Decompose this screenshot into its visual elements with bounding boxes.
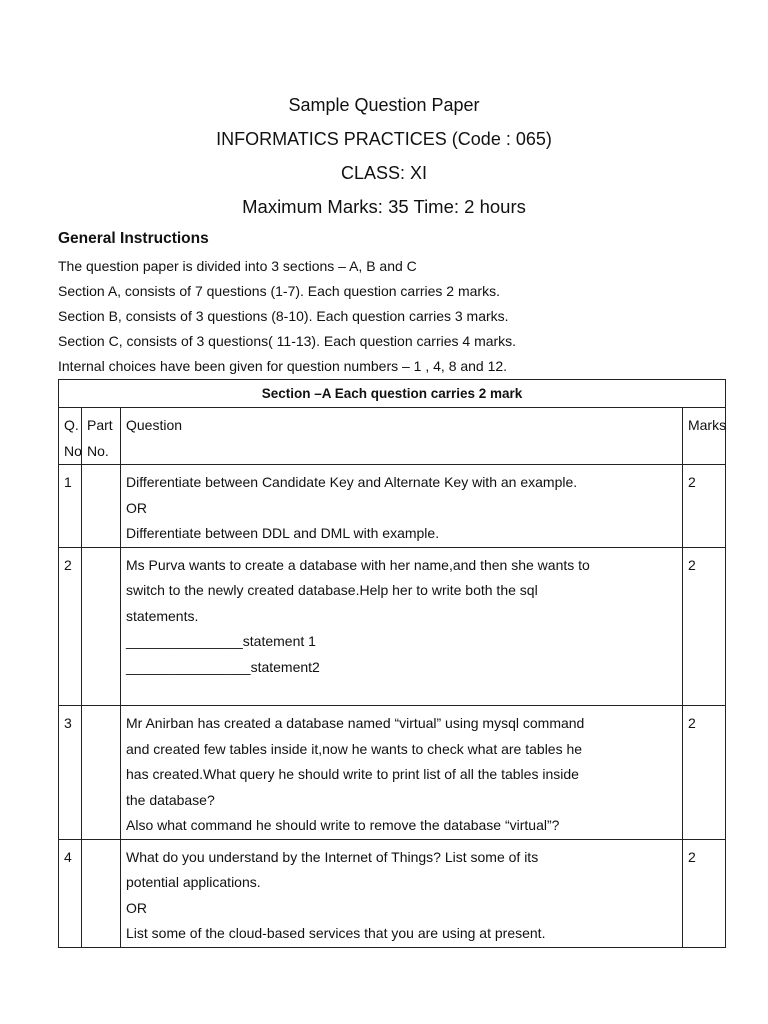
question-line: [126, 680, 677, 705]
qno-cell: 1: [59, 465, 82, 548]
question-line: OR: [126, 899, 147, 916]
section-heading-row: [59, 380, 726, 408]
qno-cell: 2: [59, 547, 82, 706]
part-cell: [82, 839, 121, 947]
question-cell: [121, 547, 683, 706]
instruction-line: Section B, consists of 3 questions (8-10). Each question carries 3 marks.: [58, 308, 509, 324]
question-line: Ms Purva wants to create a database with her name,and then she wants to: [126, 556, 590, 573]
general-instructions-heading: General Instructions: [58, 230, 209, 247]
section-heading: Section –A Each question carries 2 mark: [59, 380, 726, 408]
qno-cell: 3: [59, 706, 82, 840]
table-header-row: [59, 408, 726, 465]
instruction-line: Section A, consists of 7 questions (1-7). Each question carries 2 marks.: [58, 283, 500, 299]
question-line: ________________statement2: [126, 658, 320, 675]
table-row: [59, 547, 726, 706]
question-cell: [121, 465, 683, 548]
question-line: statements.: [126, 607, 199, 624]
paper-title: Sample Question Paper: [288, 95, 480, 115]
question-table: [58, 379, 726, 948]
question-cell: [121, 706, 683, 840]
question-line: _______________statement 1: [126, 633, 316, 649]
class-line: CLASS: XI: [340, 163, 428, 183]
question-line: the database?: [126, 791, 215, 808]
header-part: Part No.: [82, 408, 121, 465]
instruction-line: Internal choices have been given for question numbers – 1 , 4, 8 and 12.: [58, 358, 508, 374]
part-cell: [82, 547, 121, 706]
marks-time-line: Maximum Marks: 35 Time: 2 hours: [242, 196, 526, 217]
question-line: Differentiate between DDL and DML with example.: [126, 525, 440, 541]
question-line: switch to the newly created database.Help her to write both the sql: [126, 582, 538, 598]
marks-cell: 2: [682, 547, 725, 706]
question-line: List some of the cloud-based services that you are using at present.: [126, 925, 546, 941]
part-cell: [82, 706, 121, 840]
question-line: What do you understand by the Internet of Things? List some of its: [126, 848, 539, 865]
question-line: OR: [126, 499, 147, 516]
question-line: and created few tables inside it,now he wants to check what are tables he: [126, 740, 583, 757]
question-line: potential applications.: [126, 874, 261, 890]
qno-cell: 4: [59, 839, 82, 947]
subject-line: INFORMATICS PRACTICES (Code : 065): [216, 129, 552, 149]
table-row: [59, 839, 726, 947]
question-line: Differentiate between Candidate Key and Alternate Key with an example.: [126, 474, 578, 490]
question-line: has created.What query he should write to print list of all the tables inside: [126, 766, 579, 782]
instruction-line: Section C, consists of 3 questions( 11-13). Each question carries 4 marks.: [58, 333, 517, 349]
table-row: [59, 706, 726, 840]
question-line: Also what command he should write to remove the database “virtual”?: [126, 817, 560, 833]
instruction-line: The question paper is divided into 3 sections – A, B and C: [58, 258, 417, 274]
header-question: Question: [121, 408, 683, 465]
marks-cell: 2: [682, 465, 725, 548]
header-qno: Q. No: [59, 408, 82, 465]
marks-cell: 2: [682, 706, 725, 840]
question-line: Mr Anirban has created a database named “virtual” using mysql command: [126, 715, 585, 731]
header-marks: Marks: [682, 408, 725, 465]
marks-cell: 2: [682, 839, 725, 947]
question-cell: [121, 839, 683, 947]
part-cell: [82, 465, 121, 548]
table-row: [59, 465, 726, 548]
